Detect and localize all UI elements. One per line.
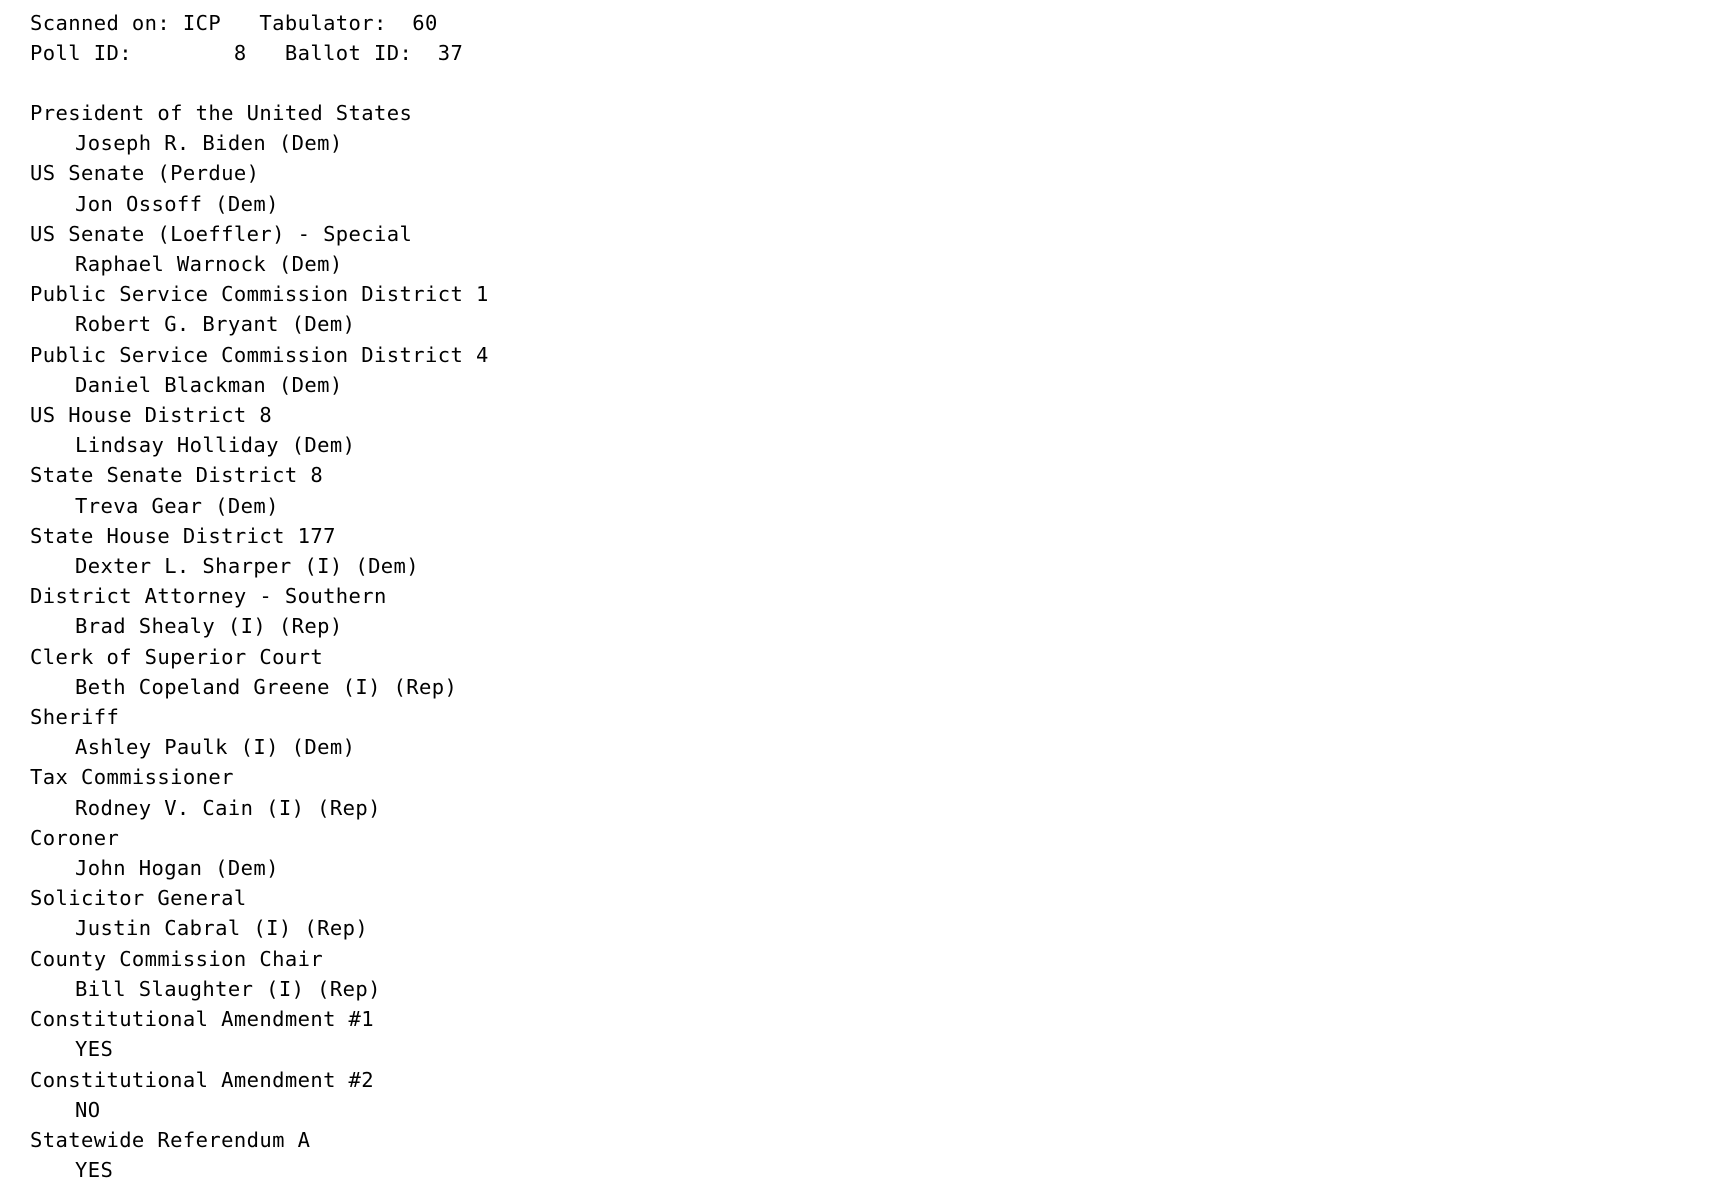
- contest-choice: Lindsay Holliday (Dem): [75, 433, 356, 458]
- contest-title: US Senate (Loeffler) - Special: [30, 221, 413, 246]
- contest-choice: Bill Slaughter (I) (Rep): [75, 976, 381, 1001]
- header-separator: [30, 68, 1728, 98]
- contest-choice: Brad Shealy (I) (Rep): [75, 614, 343, 639]
- contest-choice: Raphael Warnock (Dem): [75, 252, 343, 277]
- contest-title: President of the United States: [30, 101, 413, 125]
- contest-choice: Jon Ossoff (Dem): [75, 191, 279, 216]
- contest-title: Coroner: [30, 825, 120, 850]
- scan-header-line-1: Scanned on: ICP Tabulator: 60: [30, 11, 438, 35]
- contest-choice: Rodney V. Cain (I) (Rep): [75, 795, 381, 820]
- contest-title: US Senate (Perdue): [30, 161, 260, 186]
- contest-title: Tax Commissioner: [30, 765, 234, 790]
- contest-choice: NO: [75, 1097, 101, 1122]
- contest-choice: YES: [75, 1158, 114, 1183]
- contest-choice: Joseph R. Biden (Dem): [75, 131, 343, 156]
- contest-choice: Treva Gear (Dem): [75, 493, 279, 518]
- contest-title: Statewide Referendum A: [30, 1127, 311, 1152]
- contest-title: State House District 177: [30, 523, 336, 548]
- contest-title: US House District 8: [30, 403, 273, 428]
- contest-title: County Commission Chair: [30, 946, 324, 971]
- contest-title: Clerk of Superior Court: [30, 644, 324, 669]
- contest-choice: Robert G. Bryant (Dem): [75, 312, 356, 337]
- scan-header: [30, 8, 1728, 68]
- contest-choice: Justin Cabral (I) (Rep): [75, 916, 369, 941]
- contest-choice: Ashley Paulk (I) (Dem): [75, 735, 356, 760]
- contest-title: District Attorney - Southern: [30, 584, 387, 609]
- contest-title: Constitutional Amendment #1: [30, 1007, 375, 1032]
- contest-choice: Daniel Blackman (Dem): [75, 372, 343, 397]
- contest-title: Sheriff: [30, 705, 120, 730]
- contest-title: Constitutional Amendment #2: [30, 1067, 375, 1092]
- contest-choice: Beth Copeland Greene (I) (Rep): [75, 674, 458, 699]
- contest-title: Solicitor General: [30, 886, 247, 911]
- contest-choice: John Hogan (Dem): [75, 856, 279, 881]
- contest-title: Public Service Commission District 1: [30, 282, 489, 307]
- contest-title: Public Service Commission District 4: [30, 342, 489, 367]
- contest-choice: Dexter L. Sharper (I) (Dem): [75, 554, 420, 579]
- scan-header-line-2: Poll ID: 8 Ballot ID: 37: [30, 41, 464, 65]
- contest-choice: YES: [75, 1037, 114, 1062]
- contest-list: [30, 98, 1728, 1185]
- contest-title: State Senate District 8: [30, 463, 324, 488]
